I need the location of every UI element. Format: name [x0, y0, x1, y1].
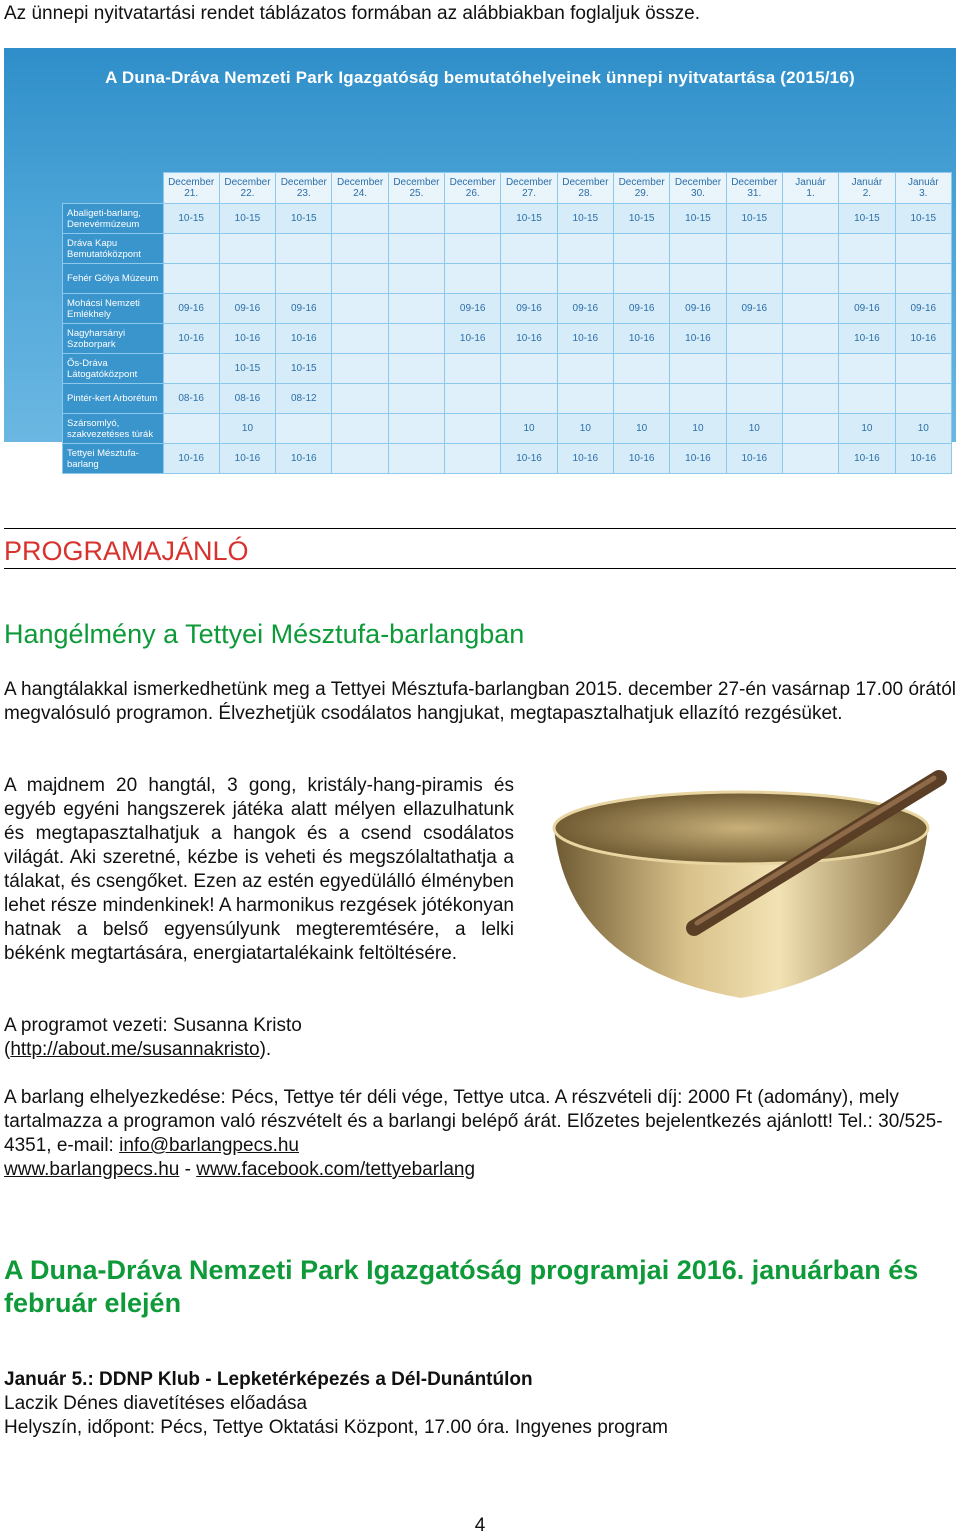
schedule-cell: 09-16	[219, 294, 275, 324]
schedule-day-header: December 21.	[163, 173, 219, 204]
schedule-cell	[388, 204, 444, 234]
schedule-row-label: Dráva Kapu Bemutatóközpont	[63, 234, 164, 264]
schedule-cell: 09-16	[557, 294, 613, 324]
schedule-cell	[557, 354, 613, 384]
schedule-cell	[445, 354, 501, 384]
schedule-cell	[388, 324, 444, 354]
schedule-cell: 10-16	[557, 324, 613, 354]
schedule-cell	[782, 384, 838, 414]
schedule-cell: 10-16	[219, 324, 275, 354]
schedule-cell	[895, 384, 951, 414]
schedule-cell	[782, 204, 838, 234]
schedule-cell	[895, 354, 951, 384]
schedule-cell: 08-12	[276, 384, 332, 414]
schedule-cell: 08-16	[219, 384, 275, 414]
schedule-cell	[614, 384, 670, 414]
schedule-cell	[726, 264, 782, 294]
schedule-row	[63, 444, 952, 474]
schedule-day-header: December 23.	[276, 173, 332, 204]
article-paragraph-1: A hangtálakkal ismerkedhetünk meg a Tettyei Mésztufa-barlangban 2015. december 27-én vasárnap 17.00 órától megvalósuló programon. Élvezhetjük csodálatos hangjukat, megtapasztalhatjuk ellazító rezgésüket.	[4, 679, 956, 724]
schedule-day-header: December 28.	[557, 173, 613, 204]
schedule-cell	[670, 234, 726, 264]
section-rule-top	[4, 528, 956, 529]
schedule-row-label: Ős-Dráva Látogatóközpont	[63, 354, 164, 384]
schedule-cell	[445, 264, 501, 294]
schedule-cell: 09-16	[445, 294, 501, 324]
schedule-day-header: December 22.	[219, 173, 275, 204]
schedule-cell	[276, 234, 332, 264]
schedule-cell: 10-16	[276, 444, 332, 474]
schedule-cell	[557, 384, 613, 414]
schedule-cell	[557, 264, 613, 294]
schedule-cell	[782, 444, 838, 474]
schedule-cell	[388, 444, 444, 474]
schedule-row-label: Tettyei Mésztufa-barlang	[63, 444, 164, 474]
schedule-cell: 10-16	[163, 444, 219, 474]
schedule-cell: 10-15	[557, 204, 613, 234]
schedule-cell: 10-15	[219, 354, 275, 384]
schedule-day-header: December 31.	[726, 173, 782, 204]
schedule-cell: 09-16	[895, 294, 951, 324]
schedule-cell	[388, 234, 444, 264]
schedule-cell: 10-16	[670, 324, 726, 354]
schedule-cell	[895, 264, 951, 294]
schedule-row-label: Mohácsi Nemzeti Emlékhely	[63, 294, 164, 324]
schedule-cell: 10-15	[614, 204, 670, 234]
schedule-cell	[782, 264, 838, 294]
schedule-cell	[163, 414, 219, 444]
singing-bowl-image	[534, 758, 948, 1016]
schedule-row	[63, 324, 952, 354]
schedule-cell: 10-15	[839, 204, 895, 234]
schedule-cell: 10-16	[557, 444, 613, 474]
schedule-cell	[614, 264, 670, 294]
schedule-day-header: December 26.	[445, 173, 501, 204]
schedule-row-label: Nagyharsányi Szoborpark	[63, 324, 164, 354]
schedule-cell	[276, 414, 332, 444]
section-rule-bottom	[4, 568, 956, 569]
schedule-cell: 10	[839, 414, 895, 444]
schedule-cell	[782, 354, 838, 384]
schedule-cell: 10	[614, 414, 670, 444]
facebook-link[interactable]: www.facebook.com/tettyebarlang	[196, 1159, 476, 1180]
schedule-cell: 10-16	[839, 324, 895, 354]
schedule-cell: 10-15	[726, 204, 782, 234]
schedule-cell: 10-16	[839, 444, 895, 474]
schedule-cell	[839, 234, 895, 264]
schedule-cell	[501, 354, 557, 384]
schedule-image	[4, 48, 956, 470]
schedule-cell: 10-16	[445, 324, 501, 354]
schedule-row	[63, 204, 952, 234]
program-section-title: A Duna-Dráva Nemzeti Park Igazgatóság programjai 2016. januárban és február elején	[4, 1255, 919, 1318]
schedule-cell	[445, 444, 501, 474]
schedule-cell	[726, 384, 782, 414]
schedule-cell: 10-16	[501, 444, 557, 474]
article-title: Hangélmény a Tettyei Mésztufa-barlangban	[4, 619, 525, 649]
schedule-cell	[332, 384, 388, 414]
event-item: Január 5.: DDNP Klub - Lepketérképezés a Dél-Dunántúlon Laczik Dénes diavetítéses előadása Helyszín, időpont: Pécs, Tettye Oktatási Központ, 17.00 óra. Ingyenes program	[4, 1369, 668, 1438]
schedule-cell: 10-15	[670, 204, 726, 234]
schedule-cell: 10-15	[895, 204, 951, 234]
schedule-row-label: Szársomlyó, szakvezetéses túrák	[63, 414, 164, 444]
schedule-cell	[726, 354, 782, 384]
schedule-cell	[332, 324, 388, 354]
schedule-cell	[332, 264, 388, 294]
schedule-row-label: Pintér-kert Arborétum	[63, 384, 164, 414]
schedule-cell: 10-16	[614, 324, 670, 354]
schedule-day-header: December 25.	[388, 173, 444, 204]
schedule-cell	[163, 354, 219, 384]
schedule-cell	[501, 384, 557, 414]
schedule-cell: 10-16	[163, 324, 219, 354]
schedule-cell	[839, 384, 895, 414]
schedule-cell: 10	[670, 414, 726, 444]
schedule-cell: 10-16	[726, 444, 782, 474]
schedule-cell	[332, 444, 388, 474]
schedule-cell: 09-16	[726, 294, 782, 324]
schedule-cell: 09-16	[501, 294, 557, 324]
schedule-cell	[895, 234, 951, 264]
schedule-cell	[445, 414, 501, 444]
article-paragraph-2: A majdnem 20 hangtál, 3 gong, kristály-hang-piramis és egyéb egyéni hangszerek játéka alatt mélyen ellazulhatunk és megtapasztalhatjuk a hangok és a csend csodálatos világát. Aki szeretné, kézbe is veheti és megszólaltathatja a tálakat, és csengőket. Ezen az estén egyedülálló élményben lehet része mindenkinek! A harmonikus rezgések jótékonyan hatnak a belső egyensúlyunk megteremtésére, a lelki békénk megtartására, energiatartalékaink feltöltésére.	[4, 775, 514, 964]
schedule-cell	[557, 234, 613, 264]
schedule-cell	[726, 234, 782, 264]
schedule-day-header: Január 1.	[782, 173, 838, 204]
schedule-cell: 10-16	[895, 324, 951, 354]
schedule-row	[63, 234, 952, 264]
website-link[interactable]: www.barlangpecs.hu	[4, 1159, 180, 1180]
schedule-cell: 09-16	[276, 294, 332, 324]
schedule-cell	[332, 294, 388, 324]
schedule-cell: 10-15	[276, 354, 332, 384]
schedule-day-header: December 24.	[332, 173, 388, 204]
schedule-cell	[332, 414, 388, 444]
schedule-cell: 09-16	[163, 294, 219, 324]
schedule-cell	[332, 204, 388, 234]
location-info: A barlang elhelyezkedése: Pécs, Tettye tér déli vége, Tettye utca. A részvételi díj: 2000 Ft (adomány), mely tartalmazza a programon való részvételt és a barlangi belépő árát. Előzetes bejelentkezés ajánlott! Tel.: 30/525-4351, e-mail: info@barlangpecs.hu www.barlangpecs.hu - www.facebook.com/tettyebarlang	[4, 1087, 943, 1180]
schedule-cell: 09-16	[614, 294, 670, 324]
schedule-row	[63, 264, 952, 294]
schedule-cell	[445, 234, 501, 264]
schedule-day-header: Január 3.	[895, 173, 951, 204]
schedule-cell	[782, 324, 838, 354]
schedule-cell: 08-16	[163, 384, 219, 414]
schedule-cell	[163, 234, 219, 264]
schedule-cell: 10	[557, 414, 613, 444]
schedule-cell	[501, 264, 557, 294]
schedule-cell: 10-16	[614, 444, 670, 474]
schedule-cell: 10-16	[276, 324, 332, 354]
schedule-cell	[388, 264, 444, 294]
schedule-cell: 10	[219, 414, 275, 444]
schedule-cell	[445, 204, 501, 234]
schedule-cell: 10-15	[501, 204, 557, 234]
schedule-row-label: Abaligeti-barlang, Denevérmúzeum	[63, 204, 164, 234]
schedule-cell: 10-16	[501, 324, 557, 354]
schedule-day-header: December 30.	[670, 173, 726, 204]
schedule-title: A Duna-Dráva Nemzeti Park Igazgatóság bemutatóhelyeinek ünnepi nyitvatartása (2015/16)	[105, 68, 855, 87]
schedule-cell	[670, 354, 726, 384]
schedule-cell	[726, 324, 782, 354]
leader-link[interactable]: http://about.me/susannakristo	[10, 1039, 260, 1060]
schedule-cell	[219, 264, 275, 294]
schedule-cell	[839, 264, 895, 294]
schedule-day-header: December 27.	[501, 173, 557, 204]
schedule-row	[63, 414, 952, 444]
schedule-day-header: December 29.	[614, 173, 670, 204]
program-leader: A programot vezeti: Susanna Kristo (http://about.me/susannakristo).	[4, 1015, 302, 1060]
schedule-cell	[219, 234, 275, 264]
schedule-cell: 09-16	[670, 294, 726, 324]
schedule-cell: 10-15	[276, 204, 332, 234]
schedule-header-row	[63, 173, 952, 204]
schedule-cell	[388, 414, 444, 444]
schedule-row	[63, 294, 952, 324]
schedule-cell: 10-16	[219, 444, 275, 474]
schedule-cell	[388, 384, 444, 414]
schedule-cell: 10-15	[163, 204, 219, 234]
schedule-row	[63, 354, 952, 384]
section-title: PROGRAMAJÁNLÓ	[4, 536, 249, 566]
schedule-cell: 10-16	[895, 444, 951, 474]
schedule-cell	[332, 354, 388, 384]
schedule-row-label: Fehér Gólya Múzeum	[63, 264, 164, 294]
schedule-cell	[388, 354, 444, 384]
schedule-cell	[614, 354, 670, 384]
schedule-cell: 09-16	[839, 294, 895, 324]
schedule-cell	[614, 234, 670, 264]
schedule-cell	[782, 294, 838, 324]
schedule-cell	[332, 234, 388, 264]
schedule-cell	[163, 264, 219, 294]
schedule-cell: 10	[501, 414, 557, 444]
schedule-row	[63, 384, 952, 414]
schedule-cell	[670, 384, 726, 414]
schedule-cell: 10-15	[219, 204, 275, 234]
schedule-cell: 10-16	[670, 444, 726, 474]
schedule-cell	[501, 234, 557, 264]
intro-text: Az ünnepi nyitvatartási rendet táblázatos formában az alábbiakban foglaljuk össze.	[4, 3, 701, 24]
schedule-cell: 10	[726, 414, 782, 444]
schedule-cell	[782, 414, 838, 444]
schedule-cell	[445, 384, 501, 414]
schedule-body	[63, 204, 952, 474]
schedule-cell	[839, 354, 895, 384]
schedule-cell	[670, 264, 726, 294]
page-number: 4	[474, 1515, 486, 1536]
schedule-cell	[276, 264, 332, 294]
schedule-table	[62, 172, 952, 474]
schedule-cell	[782, 234, 838, 264]
schedule-cell: 10	[895, 414, 951, 444]
email-link[interactable]: info@barlangpecs.hu	[119, 1135, 299, 1156]
schedule-day-header: Január 2.	[839, 173, 895, 204]
schedule-cell	[388, 294, 444, 324]
